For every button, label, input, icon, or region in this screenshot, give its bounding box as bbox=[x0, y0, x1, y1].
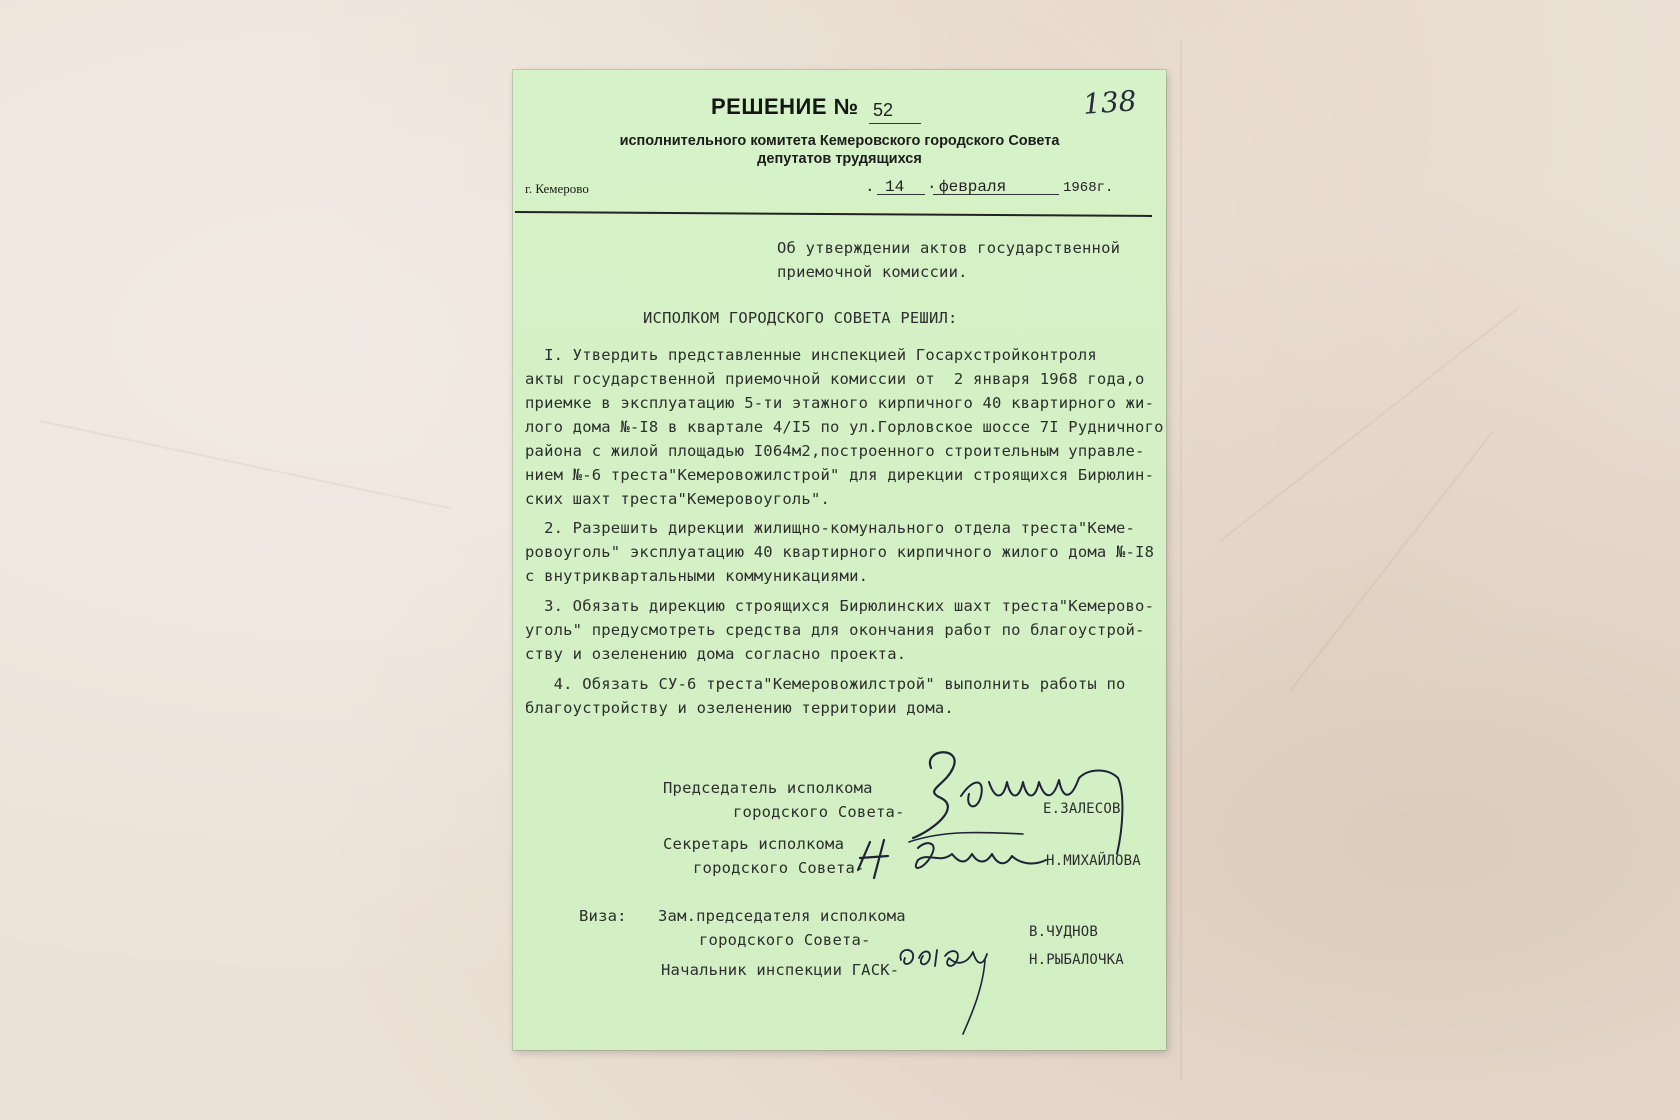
secretary-signature bbox=[848, 830, 1058, 900]
item-1-line: ских шахт треста"Кемеровоуголь". bbox=[525, 490, 831, 508]
secretary-role-line-1: Секретарь исполкома bbox=[663, 835, 845, 853]
paper-crease bbox=[1289, 430, 1494, 691]
paper-crease bbox=[1219, 306, 1520, 542]
date-day: 14 bbox=[885, 178, 905, 196]
issuer-line-2: депутатов трудящихся bbox=[757, 151, 922, 167]
handwritten-page-number: 138 bbox=[1081, 84, 1138, 121]
inspection-role: Начальник инспекции ГАСК- bbox=[661, 961, 900, 979]
secretary-role-line-2: городского Совета- bbox=[693, 859, 865, 877]
day-underline bbox=[877, 194, 925, 195]
deputy-name: В.ЧУДНОВ bbox=[1029, 924, 1099, 940]
paper-crease bbox=[1180, 40, 1182, 1080]
date-year: 1968г. bbox=[1063, 180, 1114, 196]
date-month: февраля bbox=[939, 178, 1007, 196]
inspection-signature bbox=[893, 930, 1003, 1040]
issuer-line-1: исполнительного комитета Кемеровского городского Совета bbox=[619, 133, 1060, 149]
visa-label: Виза: bbox=[579, 907, 627, 925]
deputy-role-line-1: Зам.председателя исполкома bbox=[658, 907, 906, 925]
date-separator: · bbox=[927, 178, 937, 196]
date-dot: . bbox=[865, 178, 875, 196]
secretary-name: Н.МИХАЙЛОВА bbox=[1046, 853, 1141, 869]
paper-crease bbox=[40, 420, 451, 509]
item-4-line: 4. Обязать СУ-6 треста"Кемеровожилстрой" выполнить работы по bbox=[525, 675, 1126, 693]
header-rule bbox=[515, 211, 1152, 217]
decision-document bbox=[513, 70, 1166, 1050]
item-1-line: лого дома №-I8 в квартале 4/I5 по ул.Горловское шоссе 7I Рудничного bbox=[525, 418, 1164, 436]
item-1-line: нием №-6 треста"Кемеровожилстрой" для дирекции строящихся Бирюлин- bbox=[525, 466, 1155, 484]
item-1-line: I. Утвердить представленные инспекцией Госархстройконтроля bbox=[525, 346, 1097, 364]
month-underline bbox=[933, 194, 1059, 195]
item-1-line: акты государственной приемочной комиссии от 2 января 1968 года,о bbox=[525, 370, 1145, 388]
resolved-heading: ИСПОЛКОМ ГОРОДСКОГО СОВЕТА РЕШИЛ: bbox=[643, 309, 958, 327]
subject-line-1: Об утверждении актов государственной bbox=[777, 239, 1121, 257]
chairman-role-line-1: Председатель исполкома bbox=[663, 779, 873, 797]
chairman-name: Е.ЗАЛЕСОВ bbox=[1043, 801, 1121, 817]
subject-line-2: приемочной комиссии. bbox=[777, 263, 968, 281]
item-1-line: приемке в эксплуатацию 5-ти этажного кирпичного 40 квартирного жи- bbox=[525, 394, 1155, 412]
chairman-role-line-2: городского Совета- bbox=[733, 803, 905, 821]
item-2-line: 2. Разрешить дирекции жилищно-комунального отдела треста"Кеме- bbox=[525, 519, 1136, 537]
item-3-line: ству и озеленению дома согласно проекта. bbox=[525, 645, 907, 663]
item-2-line: ровоуголь" эксплуатацию 40 квартирного кирпичного жилого дома №-I8 bbox=[525, 543, 1155, 561]
item-1-line: района с жилой площадью I064м2,построенного строительным управле- bbox=[525, 442, 1145, 460]
item-2-line: с внутриквартальными коммуникациями. bbox=[525, 567, 869, 585]
document-title: РЕШЕНИЕ № bbox=[711, 94, 859, 119]
item-3-line: 3. Обязать дирекцию строящихся Бирюлинских шахт треста"Кемерово- bbox=[525, 597, 1155, 615]
number-underline bbox=[869, 123, 921, 124]
document-number: 52 bbox=[873, 100, 894, 120]
deputy-role-line-2: городского Совета- bbox=[699, 931, 871, 949]
city: г. Кемерово bbox=[525, 181, 589, 196]
inspection-name: Н.РЫБАЛОЧКА bbox=[1029, 952, 1124, 968]
item-4-line: благоустройству и озеленению территории дома. bbox=[525, 699, 954, 717]
item-3-line: уголь" предусмотреть средства для окончания работ по благоустрой- bbox=[525, 621, 1145, 639]
